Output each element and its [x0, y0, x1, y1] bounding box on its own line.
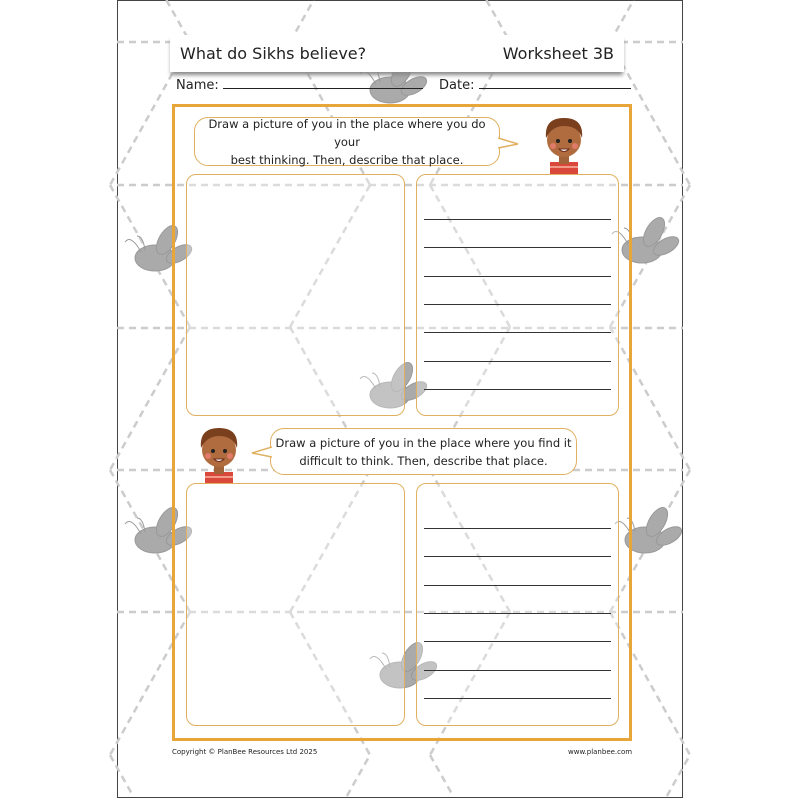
copyright-text: Copyright © PlanBee Resources Ltd 2025 [172, 748, 318, 756]
drawing-box-2[interactable] [186, 483, 405, 726]
name-field[interactable] [223, 87, 423, 89]
writing-line [424, 219, 611, 220]
writing-line [424, 698, 611, 699]
writing-line [424, 556, 611, 557]
speech-tail-icon [250, 445, 272, 459]
speech-bubble-2 [270, 428, 577, 475]
writing-line [424, 247, 611, 248]
drawing-box-1[interactable] [186, 174, 405, 416]
writing-line [424, 585, 611, 586]
writing-line [424, 613, 611, 614]
writing-line [424, 276, 611, 277]
boy-avatar-icon [195, 420, 243, 484]
writing-box-2[interactable] [416, 483, 619, 726]
writing-box-1[interactable] [416, 174, 619, 416]
date-field[interactable] [479, 87, 631, 89]
writing-line [424, 670, 611, 671]
boy-avatar-icon [540, 110, 588, 174]
prompt-text: Draw a picture of you in the place where you do your [208, 116, 486, 149]
writing-line [424, 332, 611, 333]
writing-line [424, 389, 611, 390]
writing-line [424, 641, 611, 642]
name-label: Name: [176, 78, 219, 93]
speech-tail-icon [498, 136, 520, 150]
website-link[interactable]: www.planbee.com [568, 748, 633, 756]
worksheet-header [170, 35, 624, 72]
name-date-row [176, 78, 631, 93]
prompt-text: best thinking. Then, describe that place. [230, 152, 464, 167]
prompt-text: difficult to think. Then, describe that place. [299, 453, 548, 468]
date-label: Date: [439, 78, 475, 93]
writing-line [424, 528, 611, 529]
prompt-text: Draw a picture of you in the place where you find it [275, 435, 572, 450]
speech-bubble-1 [194, 117, 500, 166]
writing-line [424, 304, 611, 305]
writing-line [424, 361, 611, 362]
worksheet-title: What do Sikhs believe? [180, 44, 367, 63]
worksheet-number: Worksheet 3B [502, 44, 614, 63]
